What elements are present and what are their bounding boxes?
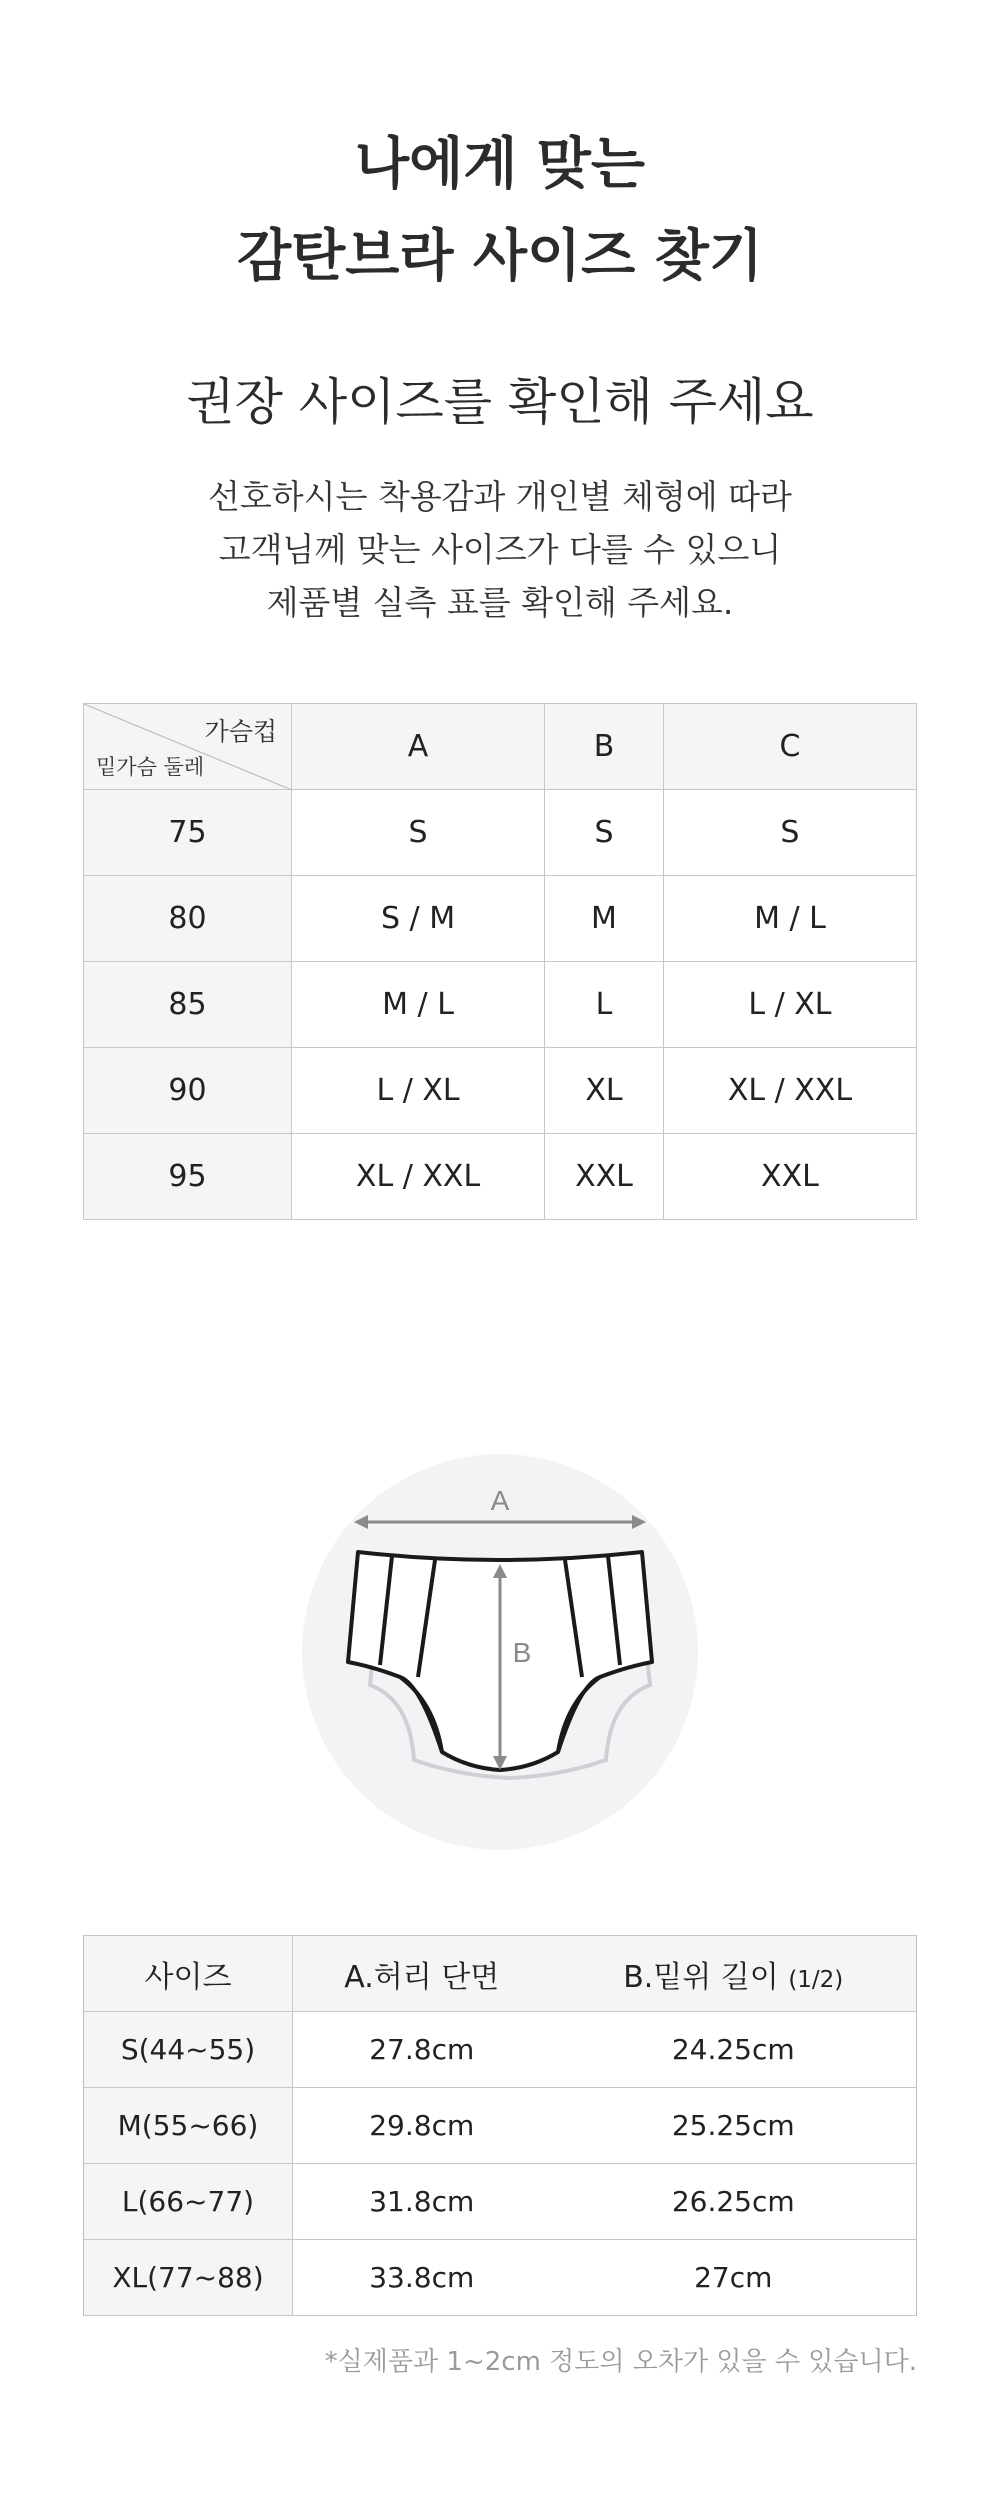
column-header-rise bbox=[550, 1936, 916, 2012]
underbust-label: 밑가슴 둘레 bbox=[96, 755, 205, 779]
row-header: 85 bbox=[84, 962, 292, 1048]
section-subtitle: 권장 사이즈를 확인해 주세요 bbox=[186, 373, 814, 431]
size-cell: M(55~66) bbox=[84, 2088, 293, 2164]
table-row bbox=[84, 2012, 917, 2088]
table-cell: L / XL bbox=[292, 1048, 545, 1134]
description bbox=[0, 470, 1000, 629]
row-header: 95 bbox=[84, 1134, 292, 1220]
page-title-line1: 나에게 맞는 bbox=[355, 132, 645, 197]
table-header-row bbox=[84, 704, 917, 790]
table-cell: XL / XXL bbox=[292, 1134, 545, 1220]
table-row bbox=[84, 1134, 917, 1220]
recommended-size-table bbox=[83, 703, 917, 1220]
description-line: 고객님께 맞는 사이즈가 다를 수 있으니 bbox=[218, 530, 782, 569]
size-cell: L(66~77) bbox=[84, 2164, 293, 2240]
size-cell: XL(77~88) bbox=[84, 2240, 293, 2316]
table-row bbox=[84, 2164, 917, 2240]
size-cell: S(44~55) bbox=[84, 2012, 293, 2088]
table-header-row bbox=[84, 1936, 917, 2012]
rise-cell: 26.25cm bbox=[550, 2164, 916, 2240]
description-line: 제품별 실측 표를 확인해 주세요. bbox=[266, 583, 734, 622]
table-row bbox=[84, 2088, 917, 2164]
table-cell: S bbox=[545, 790, 664, 876]
waist-cell: 29.8cm bbox=[293, 2088, 551, 2164]
measure-label-b: B bbox=[512, 1637, 532, 1668]
column-header-waist: A.허리 단면 bbox=[293, 1936, 551, 2012]
column-header: B bbox=[545, 704, 664, 790]
waist-cell: 33.8cm bbox=[293, 2240, 551, 2316]
measurement-table bbox=[83, 1935, 917, 2316]
column-header: C bbox=[663, 704, 916, 790]
measure-label-a: A bbox=[490, 1485, 510, 1516]
table-cell: XL / XXL bbox=[663, 1048, 916, 1134]
rise-header-note: (1/2) bbox=[788, 1966, 844, 1993]
rise-cell: 24.25cm bbox=[550, 2012, 916, 2088]
column-header-size: 사이즈 bbox=[84, 1936, 293, 2012]
cup-label: 가슴컵 bbox=[204, 717, 277, 746]
table-cell: XXL bbox=[663, 1134, 916, 1220]
row-header: 75 bbox=[84, 790, 292, 876]
table-cell: S bbox=[292, 790, 545, 876]
waist-cell: 27.8cm bbox=[293, 2012, 551, 2088]
rise-cell: 27cm bbox=[550, 2240, 916, 2316]
rise-header-label: B.밑위 길이 bbox=[623, 1959, 779, 1995]
table-row bbox=[84, 790, 917, 876]
table-row bbox=[84, 1048, 917, 1134]
waist-cell: 31.8cm bbox=[293, 2164, 551, 2240]
column-header: A bbox=[292, 704, 545, 790]
panty-measurement-illustration bbox=[300, 1452, 700, 1852]
row-header: 80 bbox=[84, 876, 292, 962]
row-header: 90 bbox=[84, 1048, 292, 1134]
table-cell: M / L bbox=[292, 962, 545, 1048]
table-corner-cell bbox=[84, 704, 292, 790]
description-line: 선호하시는 착용감과 개인별 체형에 따라 bbox=[208, 477, 792, 516]
table-row bbox=[84, 876, 917, 962]
table-cell: L / XL bbox=[663, 962, 916, 1048]
table-cell: S / M bbox=[292, 876, 545, 962]
footnote: *실제품과 1~2cm 정도의 오차가 있을 수 있습니다. bbox=[324, 2347, 917, 2377]
rise-cell: 25.25cm bbox=[550, 2088, 916, 2164]
page-title-line2: 감탄브라 사이즈 찾기 bbox=[237, 224, 763, 289]
table-row bbox=[84, 962, 917, 1048]
panty-measurement-icon bbox=[300, 1452, 700, 1852]
table-row bbox=[84, 2240, 917, 2316]
table-cell: XL bbox=[545, 1048, 664, 1134]
table-cell: M bbox=[545, 876, 664, 962]
table-cell: S bbox=[663, 790, 916, 876]
table-cell: M / L bbox=[663, 876, 916, 962]
table-cell: XXL bbox=[545, 1134, 664, 1220]
table-cell: L bbox=[545, 962, 664, 1048]
